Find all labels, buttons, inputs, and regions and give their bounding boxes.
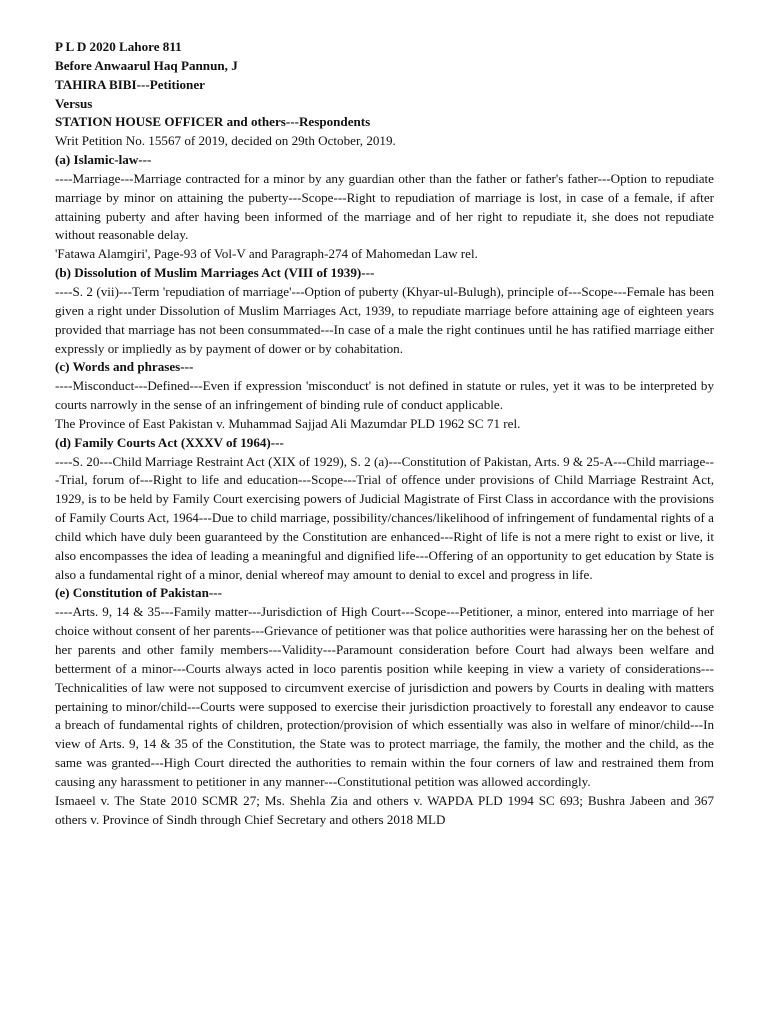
- respondents: STATION HOUSE OFFICER and others---Respondents: [55, 114, 371, 130]
- section-a-body: ----Marriage---Marriage contracted for a minor by any guardian other than the father or father's father---Option to repudiate marriage by minor on attaining the puberty---Scope---Right to repudiation of marriage is lost, in case of a female, if after attaining puberty and after having been informed of the marriage and of her right to repudiate it, she does not repudiate without reasonable delay.: [55, 170, 714, 243]
- section-e-reference: Ismaeel v. The State 2010 SCMR 27; Ms. Shehla Zia and others v. WAPDA PLD 1994 SC 693; Bushra Jabeen and 367 others v. Province of Sindh through Chief Secretary and others 2018 MLD: [55, 792, 714, 827]
- document-page: [55, 38, 714, 829]
- case-info: Writ Petition No. 15567 of 2019, decided on 29th October, 2019.: [55, 133, 396, 149]
- petitioner: TAHIRA BIBI---Petitioner: [55, 76, 205, 92]
- bench: Before Anwaarul Haq Pannun, J: [55, 57, 238, 73]
- section-c-heading: (c) Words and phrases---: [55, 359, 194, 375]
- section-b-body: ----S. 2 (vii)---Term 'repudiation of marriage'---Option of puberty (Khyar-ul-Bulugh), principle of---Scope---Female has been given a right under Dissolution of Muslim Marriages Act, 1939, to repudiate marriage before attaining age of eighteen years provided that marriage has not been consummated---In case of a male the right continues until he has ratified marriage either expressly or impliedly as by payment of dower or by cohabitation.: [55, 283, 714, 356]
- section-d-body: ----S. 20---Child Marriage Restraint Act (XIX of 1929), S. 2 (a)---Constitution of Pakistan, Arts. 9 & 25-A---Child marriage---Trial, forum of---Right to life and education---Scope---Trial of offence under provisions of Child Marriage Restraint Act, 1929, is to be held by Family Court exercising powers of Judicial Magistrate of First Class in accordance with the provisions of Family Courts Act, 1964---Due to child marriage, possibility/chances/likelihood of infringement of fundamental rights of a child which have duly been guaranteed by the Constitution are enhanced---Right of life is not a mere right to exist or live, it also encompasses the idea of leading a meaningful and dignified life---Offering of an opportunity to get education by State is also a fundamental right of a minor, denial whereof may amount to denial to excel and progress in life.: [55, 453, 714, 582]
- section-c-reference: The Province of East Pakistan v. Muhammad Sajjad Ali Mazumdar PLD 1962 SC 71 rel.: [55, 415, 521, 431]
- section-a-heading: (a) Islamic-law---: [55, 152, 152, 168]
- section-c-body: ----Misconduct---Defined---Even if expression 'misconduct' is not defined in statute or rules, yet it was to be interpreted by courts narrowly in the sense of an infringement of binding rule of conduct applicable.: [55, 378, 714, 413]
- citation: P L D 2020 Lahore 811: [55, 39, 182, 54]
- section-b-heading: (b) Dissolution of Muslim Marriages Act (VIII of 1939)---: [55, 265, 375, 281]
- section-a-reference: 'Fatawa Alamgiri', Page-93 of Vol-V and Paragraph-274 of Mahomedan Law rel.: [55, 246, 478, 262]
- section-e-body: ----Arts. 9, 14 & 35---Family matter---Jurisdiction of High Court---Scope---Petitioner, a minor, entered into marriage of her choice without consent of her parents---Grievance of petitioner was that police authorities were harassing her on the behest of her parents and other family members---Validity---Paramount consideration before Court had always been welfare and betterment of a minor---Courts always acted in loco parentis position while keeping in view a variety of considerations---Technicalities of law were not supposed to circumvent exercise of jurisdiction and powers by Courts in dealing with matters pertaining to minor/child---Courts were supposed to exercise their jurisdiction proactively to forestall any endeavor to cause a breach of fundamental rights of children, protection/provision of which essentially was also in welfare of minor/child---In view of Arts. 9, 14 & 35 of the Constitution, the State was to protect marriage, the family, the mother and the child, as the same was granted---High Court directed the authorities to remain within the four corners of law and restrained them from causing any harassment to petitioner in any manner---Constitutional petition was allowed accordingly.: [55, 604, 714, 789]
- section-d-heading: (d) Family Courts Act (XXXV of 1964)---: [55, 434, 284, 450]
- section-e-heading: (e) Constitution of Pakistan---: [55, 585, 222, 601]
- versus: Versus: [55, 95, 93, 111]
